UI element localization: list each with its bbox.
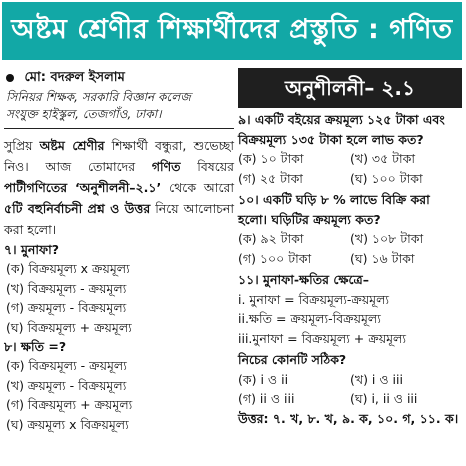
q7-option-gha: (ঘ) বিক্রয়মূল্য + ক্রয়মূল্য xyxy=(6,319,132,335)
q10-option-gha: (ঘ) ১৬ টাকা xyxy=(350,250,415,266)
intro-mcq: ৫টি বহুনির্বাচনী প্রশ্ন ও উত্তর xyxy=(4,201,151,216)
q11-option-ka: (ক) i ও ii xyxy=(238,371,289,387)
q7-option-ga: (গ) ক্রয়মূল্য - বিক্রয়মূল্য xyxy=(6,300,127,315)
exercise-badge: অনুশীলনী– ২.১ xyxy=(238,68,462,108)
question-10: ১০। একটি ঘড়ি ৮ % লাভে বিক্রি করা হলো। ঘড়িটির ক্রয়মূল্য কত? xyxy=(238,192,430,227)
header-banner xyxy=(2,2,462,60)
question-7: ৭। মুনাফা? xyxy=(4,242,59,257)
answer-key: উত্তর: ৭. খ, ৮. খ, ৯. ক, ১০. গ, ১১. ক। xyxy=(238,410,459,426)
q8-option-ga: (গ) বিক্রয়মূল্য + ক্রয়মূল্য xyxy=(6,397,133,412)
intro-text: নিয়ে আলোচনা করা হলো। xyxy=(4,201,234,237)
left-column xyxy=(4,64,234,434)
intro-subject: গণিত xyxy=(151,159,181,174)
q10-options xyxy=(238,229,462,268)
q11-option-kha: (খ) i ও iii xyxy=(350,371,403,387)
q11-statement-iii: iii.মুনাফা = বিক্রয়মূল্য + ক্রয়মূল্য xyxy=(238,330,406,346)
author-name: মো: বদরুল ইসলাম xyxy=(24,70,125,85)
q11-statement-ii: ii.ক্ষতি = ক্রয়মূল্য-বিক্রয়মূল্য xyxy=(238,311,381,326)
q7-option-kha: (খ) বিক্রয়মূল্য - ক্রয়মূল্য xyxy=(6,280,127,296)
right-column xyxy=(238,64,462,428)
author-school: সংযুক্ত হাইস্কুল, তেজগাঁও, ঢাকা। xyxy=(6,107,162,121)
q9-option-kha: (খ) ৩৫ টাকা xyxy=(350,151,415,166)
q10-option-ga: (গ) ১০০ টাকা xyxy=(238,250,312,266)
q10-option-ka: (ক) ৯২ টাকা xyxy=(238,231,304,246)
bullet-icon xyxy=(6,74,14,82)
q10-option-kha: (খ) ১০৮ টাকা xyxy=(350,231,424,246)
q11-option-gha: (ঘ) i, ii ও iii xyxy=(350,391,418,406)
q11-option-ga: (গ) ii ও iii xyxy=(238,391,295,406)
q9-option-ga: (গ) ২৫ টাকা xyxy=(238,170,303,186)
intro-topic: পাটীগণিতের xyxy=(4,180,68,195)
q9-option-gha: (ঘ) ১০০ টাকা xyxy=(350,170,423,186)
intro-class: অষ্টম শ্রেণীর xyxy=(39,138,105,153)
intro-paragraph xyxy=(4,135,234,240)
question-9: ৯। একটি বইয়ের ক্রয়মূল্য ১২৫ টাকা এবং বিক্রয়মূল্য ১৩৫ টাকা হলে লাভ কত? xyxy=(238,112,445,147)
question-8: ৮। ক্ষতি =? xyxy=(4,339,67,354)
q9-options xyxy=(238,149,462,188)
intro-text: বিষয়ের xyxy=(197,159,234,174)
intro-text: শিক্ষার্থী বন্ধুরা, শুভেচ্ছা নিও। আজ তোমাদের xyxy=(4,138,234,174)
q11-prompt: নিচের কোনটি সঠিক? xyxy=(238,352,347,367)
q8-option-kha: (খ) ক্রয়মূল্য - বিক্রয়মূল্য xyxy=(6,377,127,393)
q8-option-ka: (ক) বিক্রয়মূল্য - ক্রয়মূল্য xyxy=(6,358,127,373)
header-title: অষ্টম শ্রেণীর শিক্ষার্থীদের প্রস্তুতি : গণিত xyxy=(11,13,453,45)
q11-statement-i: i. মুনাফা = বিক্রয়মূল্য-ক্রয়মূল্য xyxy=(238,291,390,307)
intro-exercise: ‘অনুশীলনী–২.১’ xyxy=(74,180,162,195)
author-block xyxy=(6,68,234,89)
intro-text: সুপ্রিয় xyxy=(4,138,33,153)
q8-option-gha: (ঘ) ক্রয়মূল্য x বিক্রয়মূল্য xyxy=(6,416,129,432)
question-11: ১১। মুনাফা-ক্ষতির ক্ষেত্রে– xyxy=(238,272,369,287)
q11-options xyxy=(238,370,462,409)
divider xyxy=(4,128,234,129)
q7-option-ka: (ক) বিক্রয়মূল্য x ক্রয়মূল্য xyxy=(6,261,130,276)
author-title: সিনিয়র শিক্ষক, সরকারি বিজ্ঞান কলেজ xyxy=(6,90,191,104)
intro-text: থেকে আরো xyxy=(169,180,234,195)
q9-option-ka: (ক) ১০ টাকা xyxy=(238,151,304,166)
